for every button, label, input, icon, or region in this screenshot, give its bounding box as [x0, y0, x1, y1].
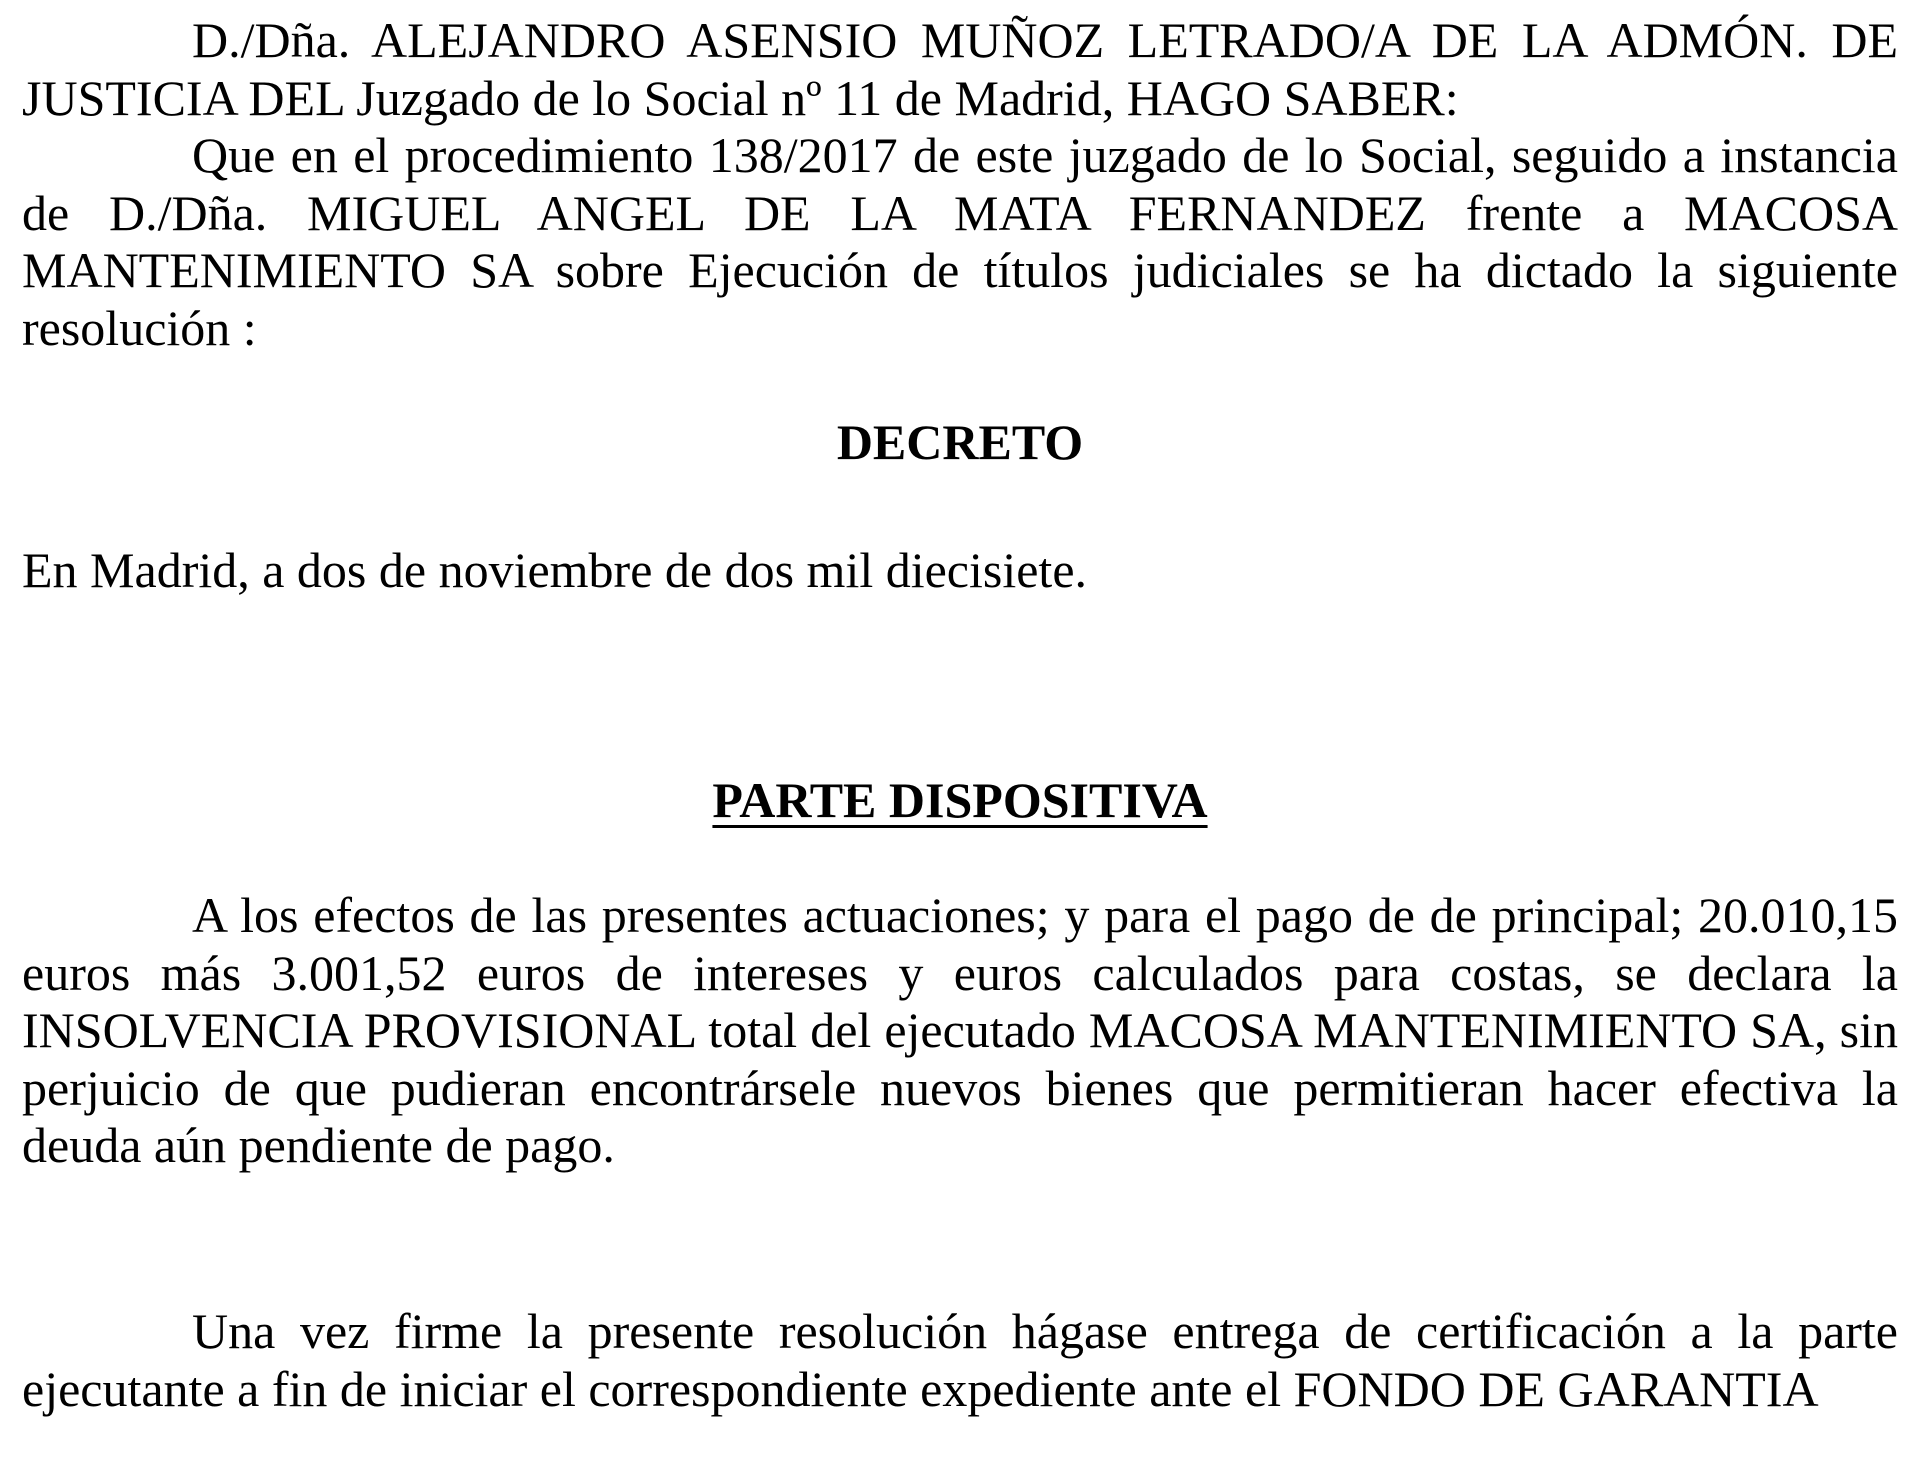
heading-parte-dispositiva: PARTE DISPOSITIVA [712, 772, 1208, 828]
paragraph-procedimiento: Que en el procedimiento 138/2017 de este juzgado de lo Social, seguido a instancia de D./Dña. MIGUEL ANGEL DE LA MATA FERNANDEZ frente a MACOSA MANTENIMIENTO SA sobre Ejecución de títulos judiciales se ha dictado la siguiente resolución : [22, 127, 1898, 356]
paragraph-letrado: D./Dña. ALEJANDRO ASENSIO MUÑOZ LETRADO/A DE LA ADMÓN. DE JUSTICIA DEL Juzgado de lo Social nº 11 de Madrid, HAGO SABER: [22, 12, 1898, 126]
date-line: En Madrid, a dos de noviembre de dos mil diecisiete. [22, 542, 1088, 598]
document-page [22, 0, 1898, 1464]
heading-decreto: DECRETO [836, 414, 1084, 470]
paragraph-fondo-garantia: Una vez firme la presente resolución hágase entrega de certificación a la parte ejecutante a fin de iniciar el correspondiente expediente ante el FONDO DE GARANTIA [22, 1303, 1898, 1417]
paragraph-insolvencia: A los efectos de las presentes actuaciones; y para el pago de de principal; 20.010,15 euros más 3.001,52 euros de intereses y euros calculados para costas, se declara la INSOLVENCIA PROVISIONAL total del ejecutado MACOSA MANTENIMIENTO SA, sin perjuicio de que pudieran encontrársele nuevos bienes que permitieran hacer efectiva la deuda aún pendiente de pago. [22, 887, 1898, 1173]
